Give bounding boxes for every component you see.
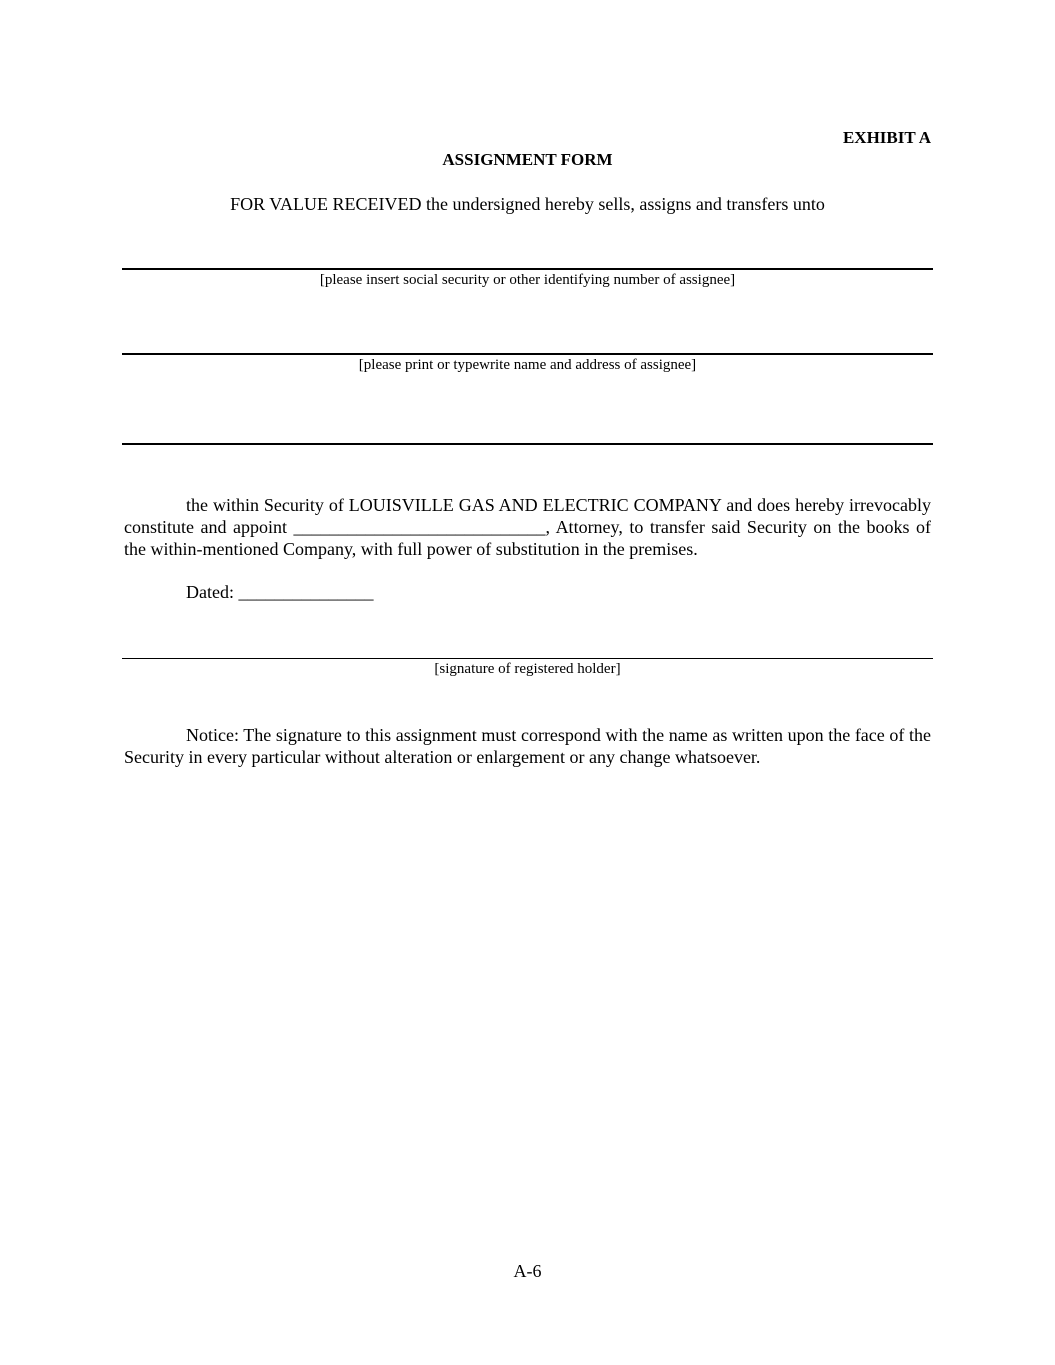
assignee-address-line: [122, 443, 933, 445]
page-number: A-6: [513, 1261, 542, 1281]
assignee-name-caption: [please print or typewrite name and address of assignee]: [358, 357, 697, 373]
dated-line: Dated: _______________: [186, 582, 374, 602]
intro-text: FOR VALUE RECEIVED the undersigned hereby sells, assigns and transfers unto: [230, 194, 825, 214]
assignee-name-line: [122, 353, 933, 355]
signature-caption: [signature of registered holder]: [434, 661, 621, 677]
body-paragraph: the within Security of LOUISVILLE GAS AND ELECTRIC COMPANY and does hereby irrevocably constitute and appoint ____________________________, Attorney, to transfer said Security on the books of the within-mentioned Company, with full power of substitution in the premises.: [124, 495, 931, 559]
exhibit-label: EXHIBIT A: [842, 128, 931, 147]
signature-line: [122, 658, 933, 659]
notice-paragraph: Notice: The signature to this assignment must correspond with the name as written upon the face of the Security in every particular without alteration or enlargement or any change whatsoever.: [124, 725, 931, 767]
assignee-id-caption: [please insert social security or other identifying number of assignee]: [319, 272, 736, 288]
assignee-id-line: [122, 268, 933, 270]
page-title: ASSIGNMENT FORM: [442, 150, 613, 169]
